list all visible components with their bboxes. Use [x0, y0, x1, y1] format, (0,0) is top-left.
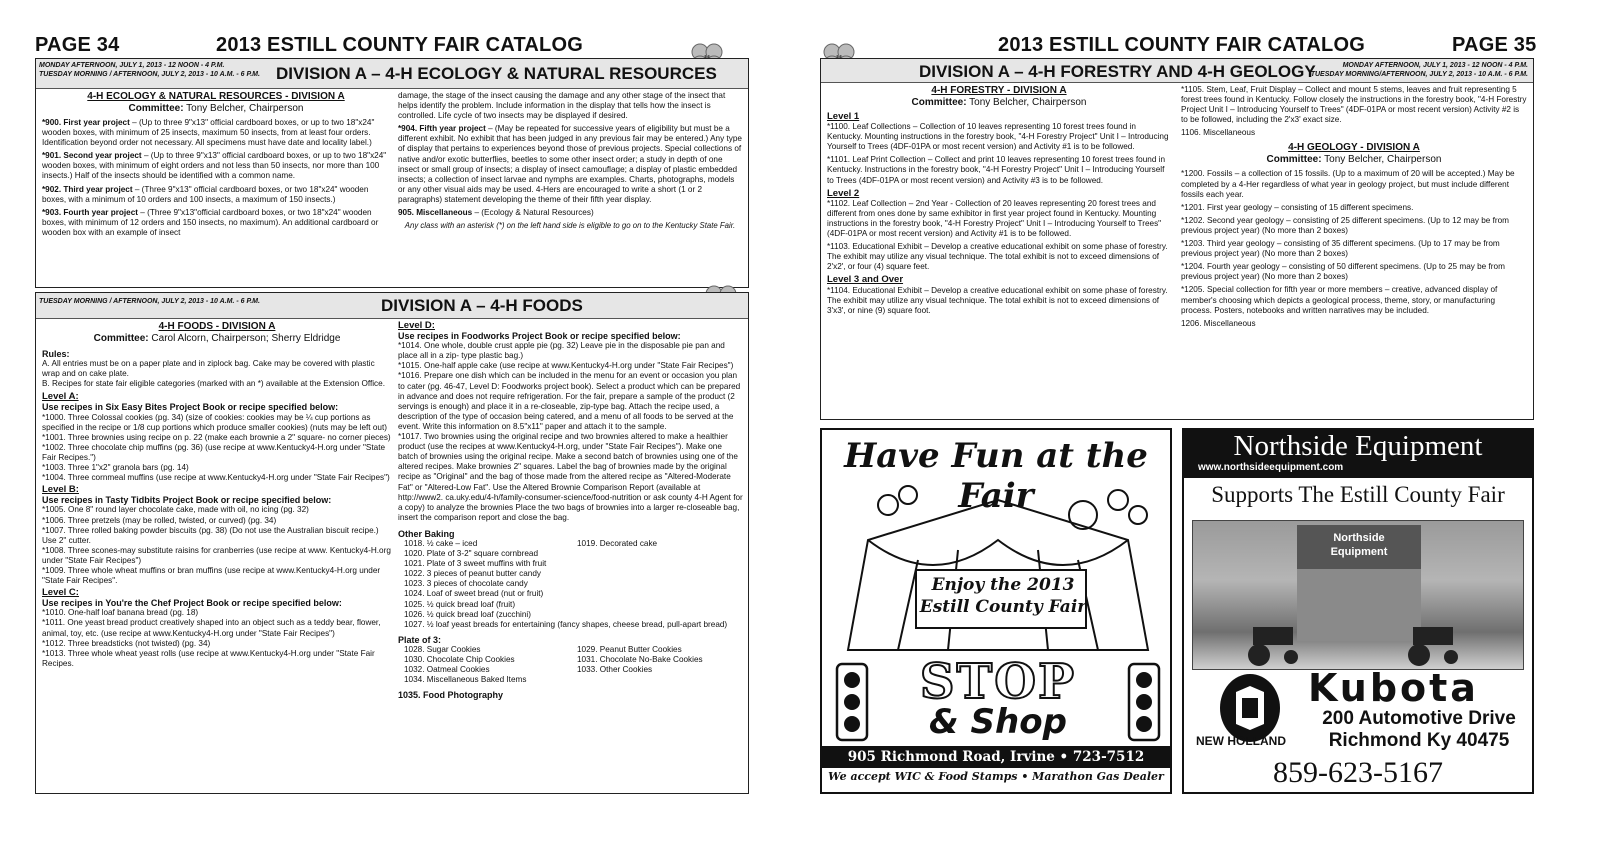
- traffic-light-icon: [1124, 662, 1164, 742]
- level-1: Level 1: [827, 111, 860, 122]
- list-item: *1017. Two brownies using the original recipe and two brownies altered to make a healthier product (use the recipes at www.Kentucky4-H.org, under "State Fair Recipes"). Make one batch of brownies using the original recipe. Make a second batch of brownies using one of the altered recipes. Make brownies 2" squares. Label the bag of brownies made by the original recipe as "Original" and the bag of those made from the altered recipe as "Altered-Moderate Fat" or "Altered-Low Fat". Use the Altered Brownie Comparison Report (available at http://www2. ca.uky.edu/4-h/family-consumer-science/food-nutrition or ask county 4-H Agent for a copy) to analyze the brownies Place the two bags of brownies into a larger re-closeable bag, insert the comparison report and close the bag.: [398, 432, 743, 522]
- item-1102: *1102. Leaf Collection – 2nd Year - Collection of 20 leaves representing 20 forest trees and different from ones done by same exhibitor in first year project found in Kentucky. Mounting instructions in the forestry book, "4-H Forestry Project" Unit I – Introducing Yourself to Trees" (4DF-01PA or most recent version) and Activity #1 is to be followed.: [827, 198, 1162, 239]
- list-item: *1013. Three whole wheat yeast rolls (use recipe at www.Kentucky4-H.org under "State Fair Recipes.: [42, 648, 375, 668]
- level-a-instruction: Use recipes in Six Easy Bites Project Book or recipe specified below:: [42, 402, 339, 413]
- item-1206: 1206. Miscellaneous: [1181, 318, 1256, 328]
- catalog-title: 2013 ESTILL COUNTY FAIR CATALOG: [216, 34, 583, 56]
- list-item: *1016. Prepare one dish which can be included in the menu for an event or occasion you plan to cater (pg. 46-47, Level D: Foodworks project book). Select a product which can be prepared in advance and does not require refrigeration. For the fair, prepare a sample of the product (2 servings is enough) and place it in a re-closeable, zip-type bag. Attach the recipe used, a description of the type of occasion being catered, and a menu of all foods to be served at the event. Write this information on 8.5"x11" paper and attach it to the sample.: [398, 371, 741, 431]
- item-905: 905. Miscellaneous – (Ecology & Natural Resources): [398, 208, 594, 218]
- item-1105: *1105. Stem, Leaf, Fruit Display – Collect and mount 5 stems, leaves and fruit representing 5 forest trees found in Kentucky. Follow closely the instructions in the forestry book, "4-H Forestry Project Unit I – Introducing Yourself to Trees" (4DF-01PA or most recent version) Activity #2 is to be followed, including the 2'x3' exact size.: [1181, 85, 1527, 125]
- level-c-list: [42, 608, 392, 669]
- list-item: 1031. Chocolate No-Bake Cookies: [577, 655, 703, 664]
- geology-column: [1181, 85, 1527, 417]
- traffic-light-icon: [832, 662, 872, 742]
- list-item: 1028. Sugar Cookies: [404, 644, 481, 654]
- list-item: 1026. ½ quick bread loaf (zucchini): [404, 609, 531, 619]
- company-name: Northside Equipment: [1233, 430, 1483, 462]
- level-b-list: [42, 505, 392, 586]
- item-1106: 1106. Miscellaneous: [1181, 128, 1256, 138]
- item-1203: *1203. Third year geology – consisting of 35 different specimens. (Up to 17 may be from previous project year) (No more than 2 boxes): [1181, 239, 1500, 259]
- division-title: DIVISION A – 4-H ECOLOGY & NATURAL RESOURCES: [276, 64, 717, 83]
- item-901: *901. Second year project – (Up to three 9"x13" official cardboard boxes, or up to two 18"x24" wooden boxes, with minimum of eight orders and not less than 50 insects, nor more than 100 insects.) Half of the insects should be identified with a common name.: [42, 151, 387, 181]
- stop-and-shop-ad: [820, 428, 1172, 794]
- foods-right-column: [398, 321, 744, 791]
- item-1204: *1204. Fourth year geology – consisting of 50 different specimens. (Up to 25 may be from previous project year) (No more than 2 boxes): [1181, 262, 1505, 282]
- level-d-list: [398, 341, 744, 523]
- ad-headline: Have Fun at the Fair: [844, 436, 1148, 516]
- section-heading: 4-H FOODS - DIVISION A: [158, 321, 276, 332]
- list-item: *1003. Three 1"x2" granola bars (pg. 14): [42, 463, 189, 473]
- item-904: *904. Fifth year project – (May be repeated for successive years of eligibility but must be a different exhibit. No exhibit that has been judged in any previous fair may be entered.) Any type of display that pertains to experiences beyond those of previous projects. Special collections of native and/or exotic butterflies, beetles to some other insect order; a study in depth of one insect or small group of insects; a display of insect camouflage; a display of plastic embedded insects; a collection of insect larvae and nymphs are examples. Charts, photographs, models or any other visual aids may be used. 4-Hers are encouraged to write a short (1 or 2 paragraphs) statement developing the theme of their fifth year display.: [398, 124, 742, 204]
- item-1101: *1101. Leaf Print Collection – Collect and print 10 leaves representing 10 forest trees found in Kentucky. Instructions in the forestry book, "4-H Forestry Project" Unit I – Introducing Yourself to Trees (4DF-01PA or most recent version) and Activity #3 is to be followed.: [827, 155, 1166, 185]
- section-bar: [821, 59, 1533, 83]
- company-phone: 859-623-5167: [1273, 756, 1443, 789]
- forestry-column: [827, 85, 1171, 417]
- section-heading: 4-H ECOLOGY & NATURAL RESOURCES - DIVISION A: [87, 91, 345, 102]
- page-number: PAGE 35: [1452, 34, 1537, 56]
- tractor-icon: [1233, 621, 1483, 667]
- level-c-instruction: Use recipes in You're the Chef Project Book or recipe specified below:: [42, 598, 342, 609]
- northside-equipment-ad: [1182, 428, 1534, 794]
- list-item: 1023. 3 pieces of chocolate candy: [404, 579, 528, 589]
- item-1201: *1201. First year geology – consisting of 15 different specimens.: [1181, 202, 1414, 212]
- schedule-text: MONDAY AFTERNOON, JULY 1, 2013 - 12 NOON - 4 P.M. TUESDAY MORNING/AFTERNOON, JULY 2, 2013 - 10 A.M. - 6 P.M.: [1310, 62, 1528, 78]
- section-heading: 4-H FORESTRY - DIVISION A: [931, 85, 1067, 96]
- list-item: *1008. Three scones-may substitute raisins for cranberries (use recipe at www. Kentucky4-H.org under "State Fair Recipes"): [42, 545, 391, 565]
- kubota-brand: Kubota: [1308, 666, 1479, 710]
- shop-text: & Shop: [929, 702, 1067, 742]
- item-1202: *1202. Second year geology – consisting of 25 different specimens. (Up to 12 may be from previous project year) (No more than 2 boxes): [1181, 215, 1509, 235]
- item-900: *900. First year project – (Up to three 9"x13" official cardboard boxes, or up to two 18"x24" wooden boxes, with minimum of 25 insects, maximum 50 insects, from at least four orders. Identification beyond order not necessary. All specimens must have date and locality label.): [42, 118, 375, 148]
- list-item: 1019. Decorated cake: [577, 538, 658, 548]
- foods-section: [35, 292, 749, 794]
- state-fair-footnote: Any class with an asterisk (*) on the left hand side is eligible to go on to the Kentucky State Fair.: [404, 221, 736, 231]
- level-b: Level B:: [42, 484, 79, 496]
- page-number: PAGE 34: [35, 34, 120, 56]
- list-item: 1021. Plate of 3 sweet muffins with fruit: [404, 559, 547, 569]
- level-2: Level 2: [827, 187, 860, 199]
- list-item: *1002. Three chocolate chip muffins (pg. 36) (use recipe at www.Kentucky4-H.org under "State Fair Recipes."): [42, 442, 386, 462]
- list-item: 1027. ½ loaf yeast breads for entertaining (fancy shapes, cheese bread, pull-apart bread): [404, 619, 728, 629]
- level-d: Level D:: [398, 321, 435, 331]
- list-item: *1007. Three rolled baking powder biscuits (pg. 38) (Do not use the Australian biscuit recipe.) Use 2" cutter.: [42, 525, 379, 545]
- item-902: *902. Third year project – (Three 9"x13" official cardboard boxes, or two 18"x24" wooden boxes, with a minimum of 10 orders and 100 insects, a maximum of 150 insects.): [42, 184, 369, 204]
- item-903-continued: damage, the stage of the insect causing the damage and any other stage of the insect that helps identify the problem. Include information in the display that tells how the insect is controlled. Life cycle of two insects may be displayed if desired.: [398, 91, 726, 121]
- list-item: *1009. Three whole wheat muffins or bran muffins (use recipe at www.Kentucky4-H.org under "State Fair Recipes".: [42, 565, 381, 586]
- committee: Committee: Carol Alcorn, Chairperson; Sherry Eldridge: [93, 333, 341, 344]
- forestry-geology-section: [820, 58, 1534, 420]
- item-1104: *1104. Educational Exhibit – Develop a creative educational exhibit on some phase of forestry. The exhibit may utilize any visual technique. The total exhibit is not to exceed dimensions of 3'x3', or nine (9) square foot.: [827, 285, 1168, 315]
- section-heading: 4-H GEOLOGY - DIVISION A: [1288, 142, 1420, 154]
- list-item: *1010. One-half loaf banana bread (pg. 18): [42, 608, 199, 618]
- ecology-right-column: [398, 91, 742, 285]
- catalog-title: 2013 ESTILL COUNTY FAIR CATALOG: [998, 34, 1365, 56]
- foods-left-column: [42, 321, 392, 791]
- list-item: 1025. ½ quick bread loaf (fruit): [404, 599, 516, 609]
- schedule-text: TUESDAY MORNING / AFTERNOON, JULY 2, 2013 - 10 A.M. - 6 P.M.: [39, 298, 260, 305]
- section-bar: [36, 293, 748, 319]
- ecology-section: [35, 58, 749, 288]
- list-item: 1034. Miscellaneous Baked Items: [404, 675, 527, 685]
- rules-title: Rules:: [42, 349, 70, 359]
- level-a-list: [42, 413, 392, 484]
- dealership-photo: [1192, 520, 1524, 670]
- other-baking-title: Other Baking: [398, 528, 455, 539]
- list-item: 1029. Peanut Butter Cookies: [577, 644, 682, 654]
- item-1100: *1100. Leaf Collections – Collection of 10 leaves representing 10 forest trees found in Kentucky. Mounting instructions in the forestry book, "4-H Forestry Project" Unit I – Introducing Yourself to Trees (4DF-01PA or most recent version) and Activity #1 is to be followed.: [827, 122, 1169, 152]
- building-sign: Northside Equipment: [1297, 525, 1421, 569]
- list-item: *1011. One yeast bread product creatively shaped into an object such as a teddy bear, flower, animal, toy, etc. (use recipe at www.Kentucky4-H.org under "State Fair Recipes"): [42, 618, 381, 638]
- list-item: *1005. One 8" round layer chocolate cake, made with oil, no icing (pg. 32): [42, 505, 309, 515]
- level-b-instruction: Use recipes in Tasty Tidbits Project Book or recipe specified below:: [42, 495, 332, 506]
- list-item: 1032. Oatmeal Cookies: [404, 665, 490, 675]
- fair-tent-illustration: [828, 480, 1166, 660]
- list-item: 1033. Other Cookies: [577, 665, 653, 675]
- committee: Committee: Tony Belcher, Chairperson: [1266, 154, 1442, 166]
- schedule-text: MONDAY AFTERNOON, JULY 1, 2013 - 12 NOON - 4 P.M. TUESDAY MORNING / AFTERNOON, JULY 2, 2013 - 10 A.M. - 6 P.M.: [39, 62, 260, 78]
- list-item: *1014. One whole, double crust apple pie (pg. 32) Leave pie in the disposable pie pan and place all in a zip- type plastic bag.): [398, 341, 725, 361]
- level-3: Level 3 and Over: [827, 274, 904, 286]
- list-item: *1001. Three brownies using recipe on p. 22 (make each brownie a 2" square- no corner pieces): [42, 432, 391, 442]
- list-item: *1006. Three pretzels (may be rolled, twisted, or curved) (pg. 34): [42, 515, 277, 525]
- level-d-instruction: Use recipes in Foodworks Project Book or recipe specified below:: [398, 331, 681, 342]
- level-c: Level C:: [42, 587, 79, 599]
- list-item: *1012. Three breadsticks (not twisted) (pg. 34): [42, 638, 211, 648]
- list-item: *1004. Three cornmeal muffins (use recipe at www.Kentucky4-H.org under "State Fair Recipes"): [42, 473, 390, 483]
- list-item: 1024. Loaf of sweet bread (nut or fruit): [404, 589, 544, 599]
- rule-a: A. All entries must be on a paper plate and in ziplock bag. Cake may be covered with plastic wrap and on cake plate.: [42, 359, 375, 379]
- company-address: 200 Automotive Drive Richmond Ky 40475: [1322, 708, 1516, 751]
- list-item: *1015. One-half apple cake (use recipe at www.Kentucky4-H.org under "State Fair Recipes"): [398, 361, 734, 371]
- banner-text: Enjoy the 2013 Estill County Fair: [919, 575, 1087, 617]
- food-photography-item: 1035. Food Photography: [398, 690, 504, 701]
- list-item: 1022. 3 pieces of peanut butter candy: [404, 569, 542, 579]
- plate-title: Plate of 3:: [398, 634, 442, 645]
- committee: Committee: Tony Belcher, Chairperson: [128, 103, 304, 114]
- ad-header: [1184, 430, 1532, 478]
- list-item: 1030. Chocolate Chip Cookies: [404, 655, 515, 664]
- section-bar: [36, 59, 748, 89]
- list-item: 1020. Plate of 3-2" square cornbread: [404, 549, 538, 559]
- list-item: *1000. Three Colossal cookies (pg. 34) (size of cookies: cookies may be ¼ cup portions as specified in the recipe or 1/8 cup portions which produce smaller cookies) (nuts may be left out): [42, 412, 387, 432]
- store-tagline: We accept WIC & Food Stamps • Marathon Gas Dealer: [828, 770, 1164, 783]
- item-1200: *1200. Fossils – a collection of 15 fossils. (Up to a maximum of 20 will be accepted.) May be completed by a 4-Her regardless of what year in geology project, but must include different fossils each year.: [1181, 169, 1515, 199]
- store-address: 905 Richmond Road, Irvine • 723-7512: [822, 746, 1170, 768]
- item-1103: *1103. Educational Exhibit – Develop a creative educational exhibit on some phase of forestry. The exhibit may utilize any visual technique. The total exhibit is not to exceed dimensions of 2'x2', or four (4) square feet.: [827, 242, 1168, 272]
- new-holland-brand: NEW HOLLAND: [1196, 734, 1286, 748]
- level-a: Level A:: [42, 391, 79, 403]
- division-title: DIVISION A – 4-H FORESTRY AND 4-H GEOLOGY: [919, 62, 1316, 81]
- company-url: www.northsideequipment.com: [1198, 462, 1344, 473]
- item-903: *903. Fourth year project – (Three 9"x13"official cardboard boxes, or two 18"x24" wooden boxes, with minimum of 12 orders and 150 insects, no maximum). An additional cardboard or wooden box with an example of insect: [42, 207, 379, 237]
- plate-list: [398, 645, 744, 685]
- item-1205: *1205. Special collection for fifth year or more members – creative, advanced display of member's choosing which depicts a geological process, theme, story, or manufacturing process. Posters, notebooks and written narratives may be included.: [1181, 285, 1498, 315]
- division-title: DIVISION A – 4-H FOODS: [381, 296, 583, 315]
- ecology-left-column: [42, 91, 390, 285]
- rule-b: B. Recipes for state fair eligible categories (marked with an *) available at the Extension Office.: [42, 379, 385, 389]
- list-item: 1018. ½ cake – iced: [404, 538, 478, 548]
- committee: Committee: Tony Belcher, Chairperson: [911, 97, 1087, 108]
- stop-text: STOP: [919, 654, 1077, 710]
- other-baking-list: [398, 539, 744, 620]
- supports-text: Supports The Estill County Fair: [1211, 482, 1505, 507]
